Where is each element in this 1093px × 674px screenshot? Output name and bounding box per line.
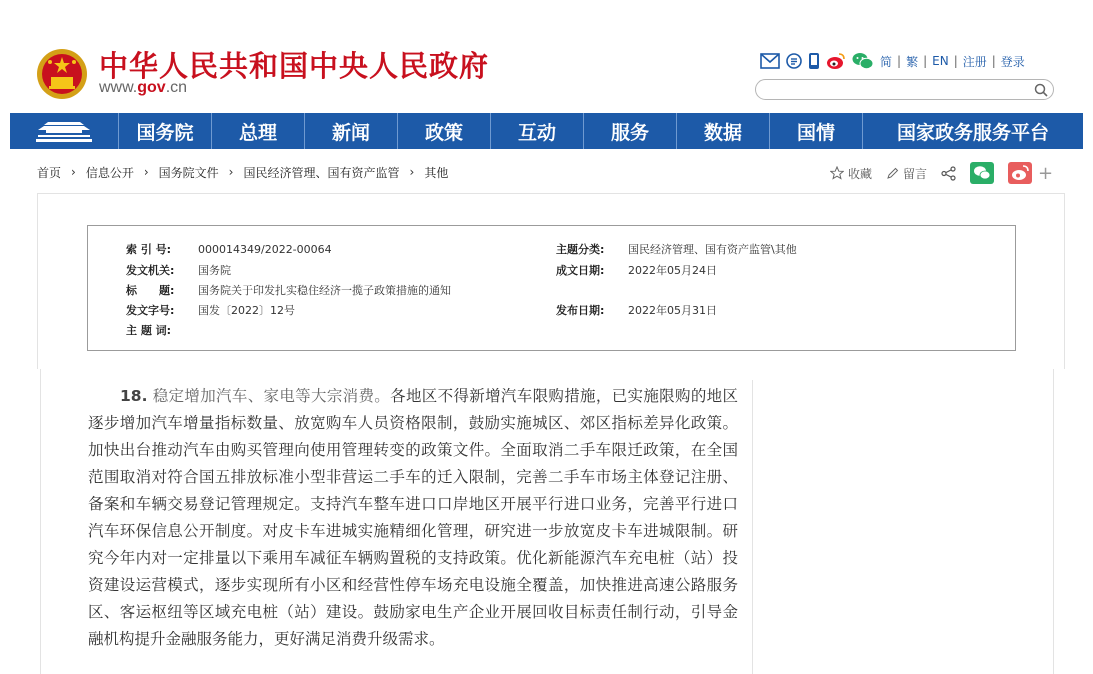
wechat-icon[interactable] [852,52,874,70]
topic-label: 主题分类: [556,243,605,256]
nav-service-platform[interactable]: 国家政务服务平台 [896,121,1049,144]
link-traditional[interactable]: 繁 [906,54,919,69]
keywords-label: 主 题 词: [126,324,172,337]
site-title[interactable]: 中华人民共和国中央人民政府 [99,49,490,83]
link-english[interactable]: EN [932,54,949,68]
tiananmen-icon [34,119,94,143]
share-button[interactable] [941,166,956,181]
publish-label: 发布日期: [556,304,605,317]
issuer-value: 国务院 [198,264,231,277]
breadcrumb-item[interactable]: 其他 [424,165,449,180]
main-nav [10,113,1083,149]
chevron-right-icon: › [143,165,149,179]
mobile-icon[interactable] [808,52,820,70]
breadcrumb-item[interactable]: 信息公开 [85,165,134,180]
rss-icon[interactable] [786,53,802,69]
nav-service[interactable]: 服务 [584,113,677,149]
publish-value: 2022年05月31日 [628,304,717,317]
breadcrumb-item[interactable]: 国民经济管理、国有资产监管 [243,165,400,180]
doc-no-value: 国发〔2022〕12号 [198,304,295,317]
separator: | [991,54,996,68]
date-made-value: 2022年05月24日 [628,264,717,277]
favorite-button[interactable] [830,165,872,182]
national-emblem-icon[interactable] [36,48,88,100]
index-label: 索 引 号: [126,243,172,256]
site-header [0,0,1093,113]
chevron-right-icon: › [409,165,415,179]
doc-no-label: 发文字号: [126,304,175,317]
page-tools [830,160,1053,186]
weibo-share-button[interactable] [1008,162,1032,184]
search-input[interactable] [755,79,1054,100]
nav-data[interactable]: 数据 [677,113,770,149]
breadcrumb-item[interactable]: 首页 [37,165,62,180]
star-icon [830,166,844,180]
chevron-right-icon: › [71,165,76,179]
site-url[interactable] [99,79,187,97]
wechat-icon [970,162,994,184]
search-icon[interactable] [1033,82,1049,98]
link-register[interactable]: 注册 [962,54,987,69]
favorite-label: 收藏 [848,166,873,181]
comment-button[interactable] [886,165,927,182]
document-info-table [87,225,1016,351]
nav-interaction[interactable]: 互动 [491,113,584,149]
keywords-row [126,322,198,338]
pencil-icon [886,167,899,180]
nav-news[interactable]: 新闻 [305,113,398,149]
url-prefix: www. [99,79,138,96]
mail-icon[interactable] [760,53,780,69]
breadcrumb [37,162,448,182]
nav-state-council[interactable]: 国务院 [119,113,212,149]
date-made-row [556,262,717,278]
publish-row [556,302,717,318]
item-body: 各地区不得新增汽车限购措施，已实施限购的地区逐步增加汽车增量指标数量、放宽购车人员资格限制，鼓励实施城区、郊区指标差异化政策。加快出台推动汽车由购买管理向使用管理转变的政策文件。全面取消二手车限迁政策，在全国范围取消对符合国五排放标准小型非营运二手车的迁入限制，完善二手车市场主体登记注册、备案和车辆交易登记管理规定。支持汽车整车进口口岸地区开展平行进口业务，完善平行进口汽车环保信息公开制度。对皮卡车进城实施精细化管理，研究进一步放宽皮卡车进城限制。研究今年内对一定排量以下乘用车减征车辆购置税的支持政策。优化新能源汽车充电桩（站）投资建设运营模式，逐步实现所有小区和经营性停车场充电设施全覆盖，加快推进高速公路服务区、客运枢纽等区域充电桩（站）建设。鼓励家电生产企业开展回收目标责任制行动，引导金融机构提升金融服务能力，更好满足消费升级需求。 [88,387,738,648]
topic-row [556,241,797,257]
comment-label: 留言 [903,166,928,181]
item-number: 18. [120,387,148,405]
title-value: 国务院关于印发扎实稳住经济一揽子政策措施的通知 [198,284,451,297]
issuer-row [126,262,231,278]
nav-home[interactable] [10,113,119,149]
wechat-share-button[interactable] [970,162,994,184]
index-row [126,241,332,257]
weibo-icon[interactable] [826,52,846,70]
doc-no-row [126,302,295,318]
article-paragraph [88,383,738,653]
url-suffix: .cn [165,79,188,96]
item-subtitle: 稳定增加汽车、家电等大宗消费。 [152,387,391,405]
separator: | [897,54,902,68]
title-row [126,282,451,298]
nav-policy[interactable]: 政策 [398,113,491,149]
breadcrumb-item[interactable]: 国务院文件 [158,165,219,180]
nav-national-info[interactable]: 国情 [770,113,863,149]
topic-value: 国民经济管理、国有资产监管\其他 [628,243,797,256]
separator: | [953,54,958,68]
title-label: 标 题: [126,284,175,297]
nav-premier[interactable]: 总理 [212,113,305,149]
top-links [760,50,1025,72]
link-login[interactable]: 登录 [1000,54,1025,69]
link-simplified[interactable]: 简 [880,54,893,69]
url-gov: gov [137,79,166,96]
chevron-right-icon: › [228,165,234,179]
issuer-label: 发文机关: [126,264,175,277]
date-made-label: 成文日期: [556,264,605,277]
index-value: 000014349/2022-00064 [198,243,332,256]
separator: | [923,54,928,68]
column-divider [752,380,753,674]
weibo-icon [1008,162,1032,184]
share-icon [941,166,956,181]
more-share-button[interactable]: + [1038,162,1054,184]
